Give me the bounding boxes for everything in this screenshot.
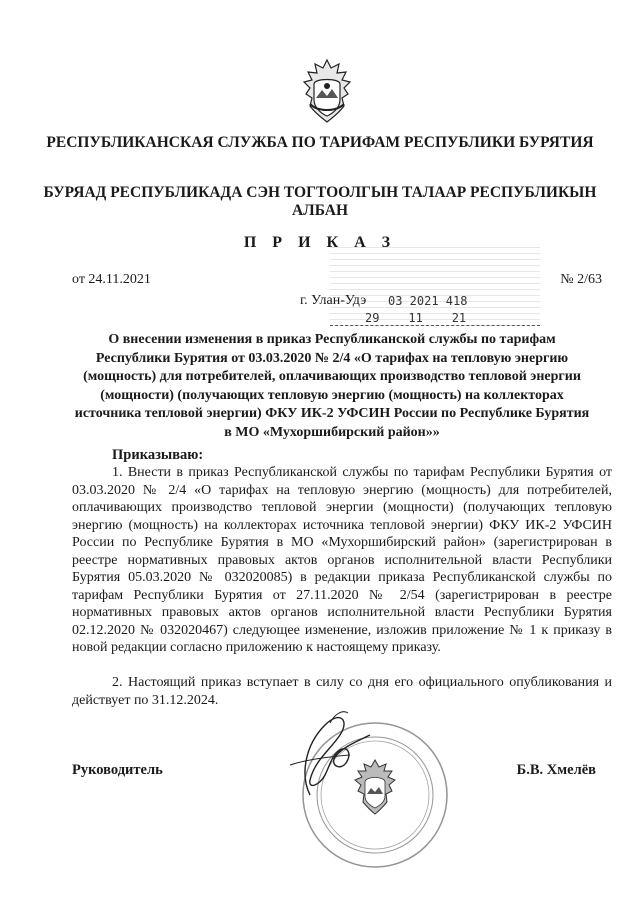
order-directive: Приказываю:	[112, 447, 204, 463]
order-paragraph-1: 1. Внести в приказ Республиканской службы по тарифам Республики Бурятия от 03.03.2020 № 2/4 «О тарифах на тепловую энергию (мощность) для потребителей, оплачивающих производство тепловой энергии (мощности) (получающих тепловую энергию (мощность) на коллекторах источника тепловой энергии) ФКУ ИК-2 УФСИН России по Республике Бурятия в МО «Мухоршибирский район» (зарегистрирован в реестре нормативных правовых актов органов исполнительной власти Республики Бурятия 05.03.2020 № 032020085) в редакции приказа Республиканской службы по тарифам Республики Бурятия от 27.11.2020 № 2/54 (зарегистрирован в реестре нормативных правовых актов органов исполнительной власти Республики Бурятия 02.12.2020 № 032020467) следующее изменение, изложив приложение № 1 к приказу в новой редакции согласно приложению к настоящему приказу.	[72, 465, 612, 655]
document-number: № 2/63	[560, 272, 602, 287]
signatory-position: Руководитель	[72, 762, 163, 778]
order-paragraph-2: 2. Настоящий приказ вступает в силу со дня его официального опубликования и действует по 31.12.2024.	[72, 675, 612, 708]
stamp-underline	[330, 325, 540, 326]
document-type-heading: П Р И К А З	[243, 234, 397, 251]
handwritten-signature	[270, 705, 380, 800]
document-date: от 24.11.2021	[72, 272, 151, 287]
signatory-name: Б.В. Хмелёв	[516, 762, 596, 778]
agency-title-russian: РЕСПУБЛИКАНСКАЯ СЛУЖБА ПО ТАРИФАМ РЕСПУБЛИКИ БУРЯТИЯ	[46, 134, 594, 151]
handwritten-registration-number: 03 2021 418	[388, 294, 468, 308]
agency-title-buryat: БУРЯАД РЕСПУБЛИКАДА СЭН ТОГТООЛГЫН ТАЛААР РЕСПУБЛИКЫН АЛБАН	[43, 184, 597, 219]
coat-of-arms-emblem	[298, 58, 356, 124]
order-subject: О внесении изменения в приказ Республиканской службы по тарифам Республики Бурятия от 03.03.2020 № 2/4 «О тарифах на тепловую энергию (мощность) для потребителей, оплачивающих производство тепловой энергии (мощности) (получающих тепловую энергию (мощность) на коллекторах источника тепловой энергии) ФКУ ИК-2 УФСИН России по Республике Бурятия в МО «Мухоршибирский район»»	[74, 332, 590, 440]
document-city: г. Улан-Удэ	[300, 293, 367, 308]
handwritten-registration-date: 29 11 21	[365, 311, 467, 325]
